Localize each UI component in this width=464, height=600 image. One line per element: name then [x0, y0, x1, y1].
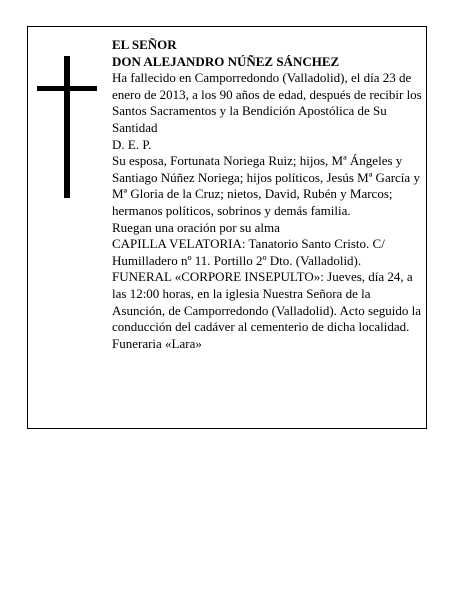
obituary-text [112, 37, 422, 352]
dep-line: D. E. P. [112, 136, 152, 152]
chapel-paragraph: CAPILLA VELATORIA: Tanatorio Santo Cristo. C/ Humilladero nº 11. Portillo 2º Dto. (Valladolid). [112, 236, 385, 268]
latin-cross-icon [37, 56, 97, 198]
prayer-line: Ruegan una oración por su alma [112, 219, 280, 235]
cross-vertical-bar [64, 56, 70, 198]
funeral-home-line: Funeraria «Lara» [112, 335, 202, 351]
cross-horizontal-bar [37, 86, 97, 91]
deceased-name: DON ALEJANDRO NÚÑEZ SÁNCHEZ [112, 53, 340, 69]
funeral-paragraph: FUNERAL «CORPORE INSEPULTO»: Jueves, día 24, a las 12:00 horas, en la iglesia Nuestra Señora de la Asunción, de Camporredondo (Valladolid). Acto seguido la conducción del cadáver al cementerio de dicha localidad. [112, 269, 422, 335]
title-line: EL SEÑOR [112, 37, 177, 52]
family-paragraph: Su esposa, Fortunata Noriega Ruiz; hijos, Mª Ángeles y Santiago Núñez Noriega; hijos políticos, Jesús Mª García y Mª Gloria de la Cruz; nietos, David, Rubén y Marcos; hermanos políticos, sobrinos y demás familia. [112, 153, 420, 218]
death-paragraph: Ha fallecido en Camporredondo (Valladolid), el día 23 de enero de 2013, a los 90 años de edad, después de recibir los Santos Sacramentos y la Bendición Apostólica de Su Santidad [112, 70, 422, 135]
